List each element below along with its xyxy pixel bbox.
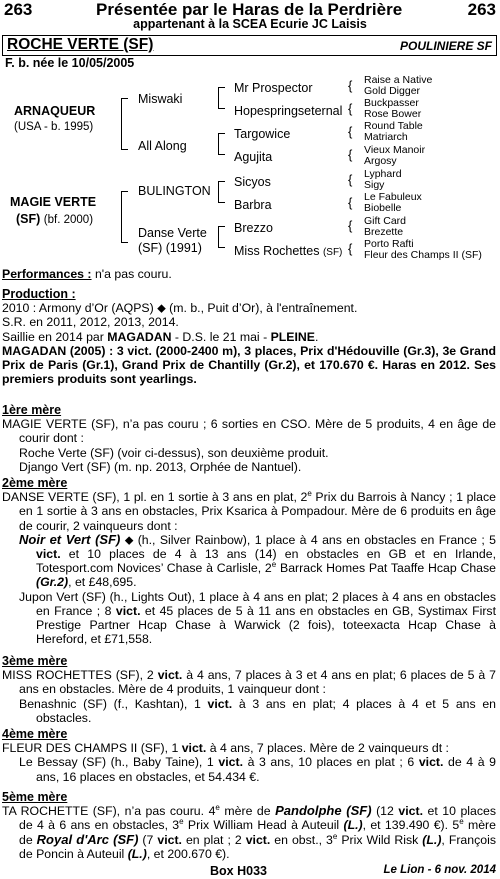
g4-2: Gold Digger [364, 85, 421, 97]
mere2-section [2, 476, 496, 646]
bracket-sire [121, 98, 122, 150]
g4-8: Argosy [364, 155, 397, 167]
g4-11: Le Fabuleux [364, 191, 422, 203]
sire-name: ARNAQUEUR [14, 104, 96, 118]
mere2-text: DANSE VERTE (SF), 1 pl. en 1 sortie à 3 ans en plat, 2e Prix du Barrois à Nancy ; 1 place en 1 sortie à 3 ans en obstacles, Prix Ksarica à Pompadour. Mère de 6 produits en âge de courir, 2 vainqueurs dont : [2, 489, 496, 533]
mere2-heading: 2ème mère [2, 476, 68, 490]
production-heading: Production : [2, 287, 76, 301]
box-number: Box H033 [210, 864, 267, 878]
g4-3: Buckpasser [364, 97, 419, 109]
g4-15: Porto Rafti [364, 238, 414, 250]
sire-info: (USA - b. 1995) [14, 121, 94, 133]
bracket-g3-4 [218, 226, 219, 248]
mere1-heading: 1ère mère [2, 403, 62, 417]
mere4-child-1: Le Bessay (SF) (h., Baby Taine), 1 vict. à 3 ans, 10 places en plat ; 6 vict. de 4 à 9 ans, 16 places en obstacles, et 54.434 €. [19, 755, 496, 784]
dam-info: (SF) (bf. 2000) [16, 212, 94, 226]
horse-category: POULINIERE SF [399, 39, 492, 53]
lot-number-right: 263 [467, 0, 496, 19]
g3-8: Miss Rochettes (SF) [234, 244, 343, 258]
g3-7: Brezzo [234, 221, 273, 235]
g4-16: Fleur des Champs II (SF) [364, 249, 482, 261]
performances-line: Performances : n'a pas couru. [2, 267, 172, 281]
g3-1: Mr Prospector [234, 81, 313, 95]
mere2-child-jupon: Jupon Vert (SF) (h., Lights Out), 1 place à 4 ans en plat; 2 places à 4 ans en obstacles en France ; 8 vict. et 45 places de 5 à 11 ans en obstacles en GB, Systimax First Prestige Partner Hcap Chase à Warwick (2 fois), toteexacta Hcap Chase à Hereford, et £71,558. [19, 589, 496, 647]
mere5-section [2, 790, 496, 861]
mere2-child-noir: Noir et Vert (SF) ⬥ (h., Silver Rainbow), 1 place à 4 ans en obstacles en France ; 5 vict. et 10 places de 4 à 13 ans (14) en obstacles en GB et en Irlande, Totesport.com Novices’ Chase à Carlisle, 2e Barrack Homes Pat Taaffe Hcap Chase (Gr.2), et £48,695. [19, 531, 496, 590]
bracket-g3-3 [218, 181, 219, 203]
g4-14: Brezette [364, 226, 404, 238]
mere3-text: MISS ROCHETTES (SF), 2 vict. à 4 ans, 7 places à 3 et 4 ans en plat; 6 places de 5 à 7 ans en obstacles. Mère de 4 produits, 1 vainqueur dont : [2, 668, 496, 697]
lot-number-left: 263 [4, 0, 33, 19]
g3-2: Hopespringseternal [234, 104, 343, 118]
bracket-g3-2 [218, 133, 219, 155]
g4-10: Sigy [364, 179, 385, 191]
production-line-3: Saillie en 2014 par MAGADAN - D.S. le 21 mai - PLEINE. [2, 329, 319, 344]
bracket-g3-1 [218, 87, 219, 109]
g2-sire-dam: All Along [138, 139, 187, 153]
production-line-2: S.R. en 2011, 2012, 2013, 2014. [2, 315, 179, 330]
sale-place-date: Le Lion - 6 nov. 2014 [383, 864, 496, 876]
mere5-heading: 5ème mère [2, 790, 68, 804]
stallion-info: MAGADAN (2005) : 3 vict. (2000-2400 m), 3 places, Prix d'Hédouville (Gr.3), 3e Grand Prix de Paris (Gr.1), Grand Prix de Chantilly (Gr.2), et 170.670 €. Haras en 2012. Ses premiers produits sont yearlings. [2, 343, 496, 387]
mere3-heading: 3ème mère [2, 654, 68, 668]
mere3-section [2, 654, 496, 725]
g4-7: Vieux Manoir [364, 144, 426, 156]
mere1-text: MAGIE VERTE (SF), n’a pas couru ; 6 sorties en CSO. Mère de 5 produits, 4 en âge de courir dont : [2, 417, 496, 446]
g4-5: Round Table [364, 120, 423, 132]
horse-name: ROCHE VERTE (SF) [7, 36, 154, 53]
mere3-child-1: Benashnic (SF) (f., Kashtan), 1 vict. à 3 ans en plat; 4 places à 4 et 5 ans en obstacles. [19, 696, 496, 725]
mere4-heading: 4ème mère [2, 727, 68, 741]
mere1-child-1: Roche Verte (SF) (voir ci-dessus), son deuxième produit. [19, 445, 329, 460]
birth-info: F. b. née le 10/05/2005 [5, 56, 135, 70]
bracket-dam [121, 191, 122, 243]
page-title: Présentée par le Haras de la Perdrière [96, 0, 403, 19]
horse-name-box [2, 35, 497, 56]
g2-sire-sire: Miswaki [138, 92, 183, 106]
g4-4: Rose Bower [364, 108, 422, 120]
mere1-child-2: Django Vert (SF) (m. np. 2013, Orphée de Nantuel). [19, 459, 302, 474]
g3-6: Barbra [234, 198, 272, 212]
g2-dam-dam: Danse Verte [138, 226, 207, 240]
mere4-section [2, 727, 496, 784]
g4-13: Gift Card [364, 215, 407, 227]
production-section [2, 287, 496, 386]
g4-12: Biobelle [364, 202, 402, 214]
g3-4: Agujita [234, 150, 273, 164]
g4-6: Matriarch [364, 131, 408, 143]
g4-1: Raise a Native [364, 74, 433, 86]
g3-3: Targowice [234, 127, 291, 141]
g4-9: Lyphard [364, 168, 402, 180]
production-line-1: 2010 : Armony d’Or (AQPS) ⬥ (m. b., Puit d’Or), à l'entraînement. [2, 301, 358, 316]
g2-dam-dam-info: (SF) (1991) [138, 241, 202, 255]
g3-5: Sicyos [234, 175, 271, 189]
mere5-text: TA ROCHETTE (SF), n’a pas couru. 4e mère de Pandolphe (SF) (12 vict. et 10 places de 4 à 6 ans en obstacles, 3e Prix William Head à Auteuil (L.), et 139.490 €). 5e mère de Royal d'Arc (SF) (7 vict. en plat ; 2 vict. en obst., 3e Prix Wild Risk (L.), François de Poncin à Auteuil (L.), et 200.670 €). [2, 803, 497, 861]
g2-dam-sire: BULINGTON [138, 184, 211, 198]
mere4-text: FLEUR DES CHAMPS II (SF), 1 vict. à 4 ans, 7 places. Mère de 2 vainqueurs dt : [2, 741, 449, 756]
owner-subtitle: appartenant à la SCEA Ecurie JC Laisis [133, 17, 367, 31]
mere1-section [2, 403, 496, 474]
dam-name: MAGIE VERTE [10, 195, 97, 209]
